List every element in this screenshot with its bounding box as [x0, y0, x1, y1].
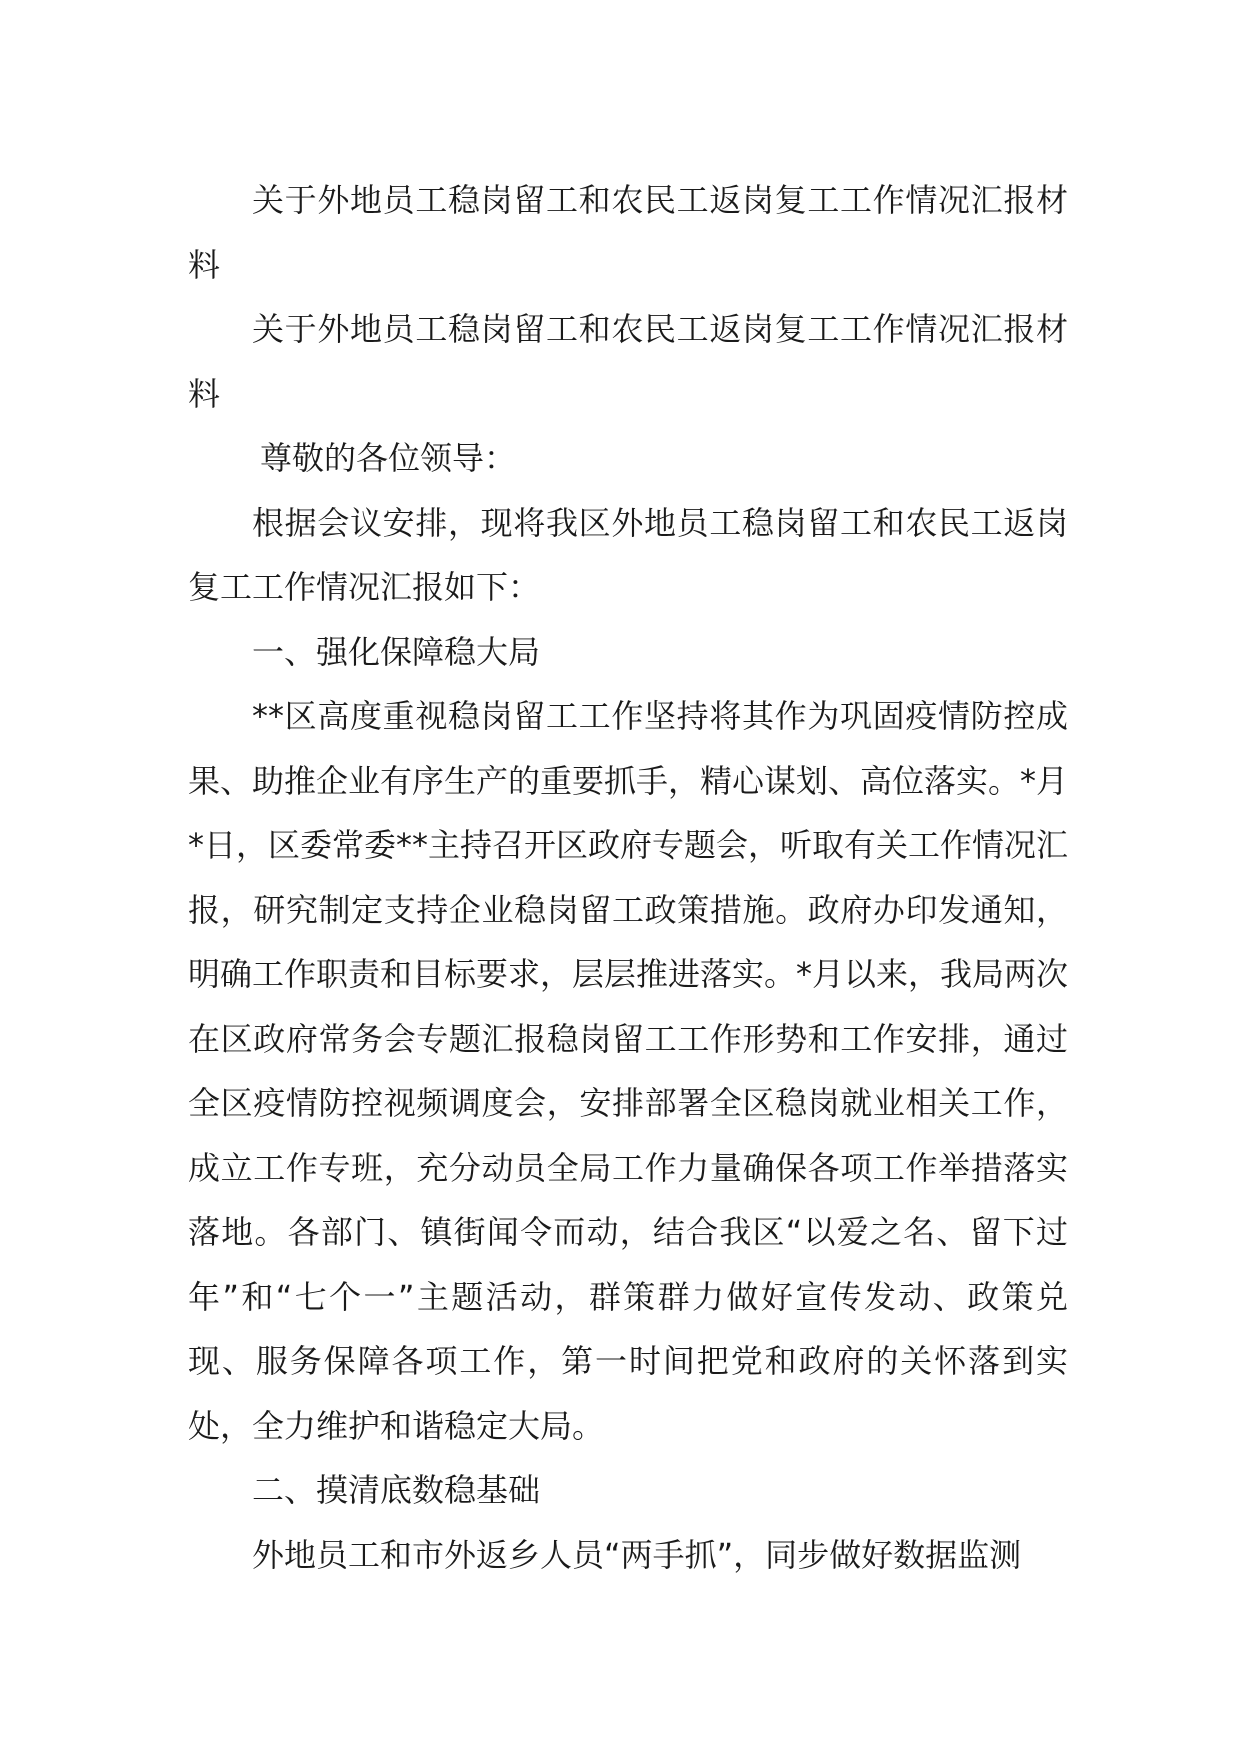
greeting: 尊敬的各位领导： [260, 439, 517, 477]
section-heading-2: 二、摸清底数稳基础 [252, 1471, 541, 1509]
document-title: 关于外地员工稳岗留工和农民工返岗复工工作情况汇报材料 [188, 181, 1068, 284]
intro-paragraph: 根据会议安排，现将我区外地员工稳岗留工和农民工返岗复工工作情况汇报如下： [188, 503, 1068, 606]
section-heading-1: 一、强化保障稳大局 [252, 632, 541, 671]
document-title-repeat: 关于外地员工稳岗留工和农民工返岗复工工作情况汇报材料 [188, 310, 1068, 413]
section-2-body: 外地员工和市外返乡人员“两手抓”，同步做好数据监测 [252, 1535, 1022, 1574]
section-1-body: **区高度重视稳岗留工工作坚持将其作为巩固疫情防控成果、助推企业有序生产的重要抓手，精心谋划、高位落实。*月*日，区委常委**主持召开区政府专题会，听取有关工作情况汇报，研究制定支持企业稳岗留工政策措施。政府办印发通知，明确工作职责和目标要求，层层推进落实。*月以来，我局两次在区政府常务会专题汇报稳岗留工工作形势和工作安排，通过全区疫情防控视频调度会，安排部署全区稳岗就业相关工作，成立工作专班，充分动员全局工作力量确保各项工作举措落实落地。各部门、镇街闻令而动，结合我区“以爱之名、留下过年”和“七个一”主题活动，群策群力做好宣传发动、政策兑现、服务保障各项工作，第一时间把党和政府的关怀落到实处，全力维护和谐稳定大局。 [188, 697, 1069, 1445]
document-body [188, 168, 1068, 1587]
